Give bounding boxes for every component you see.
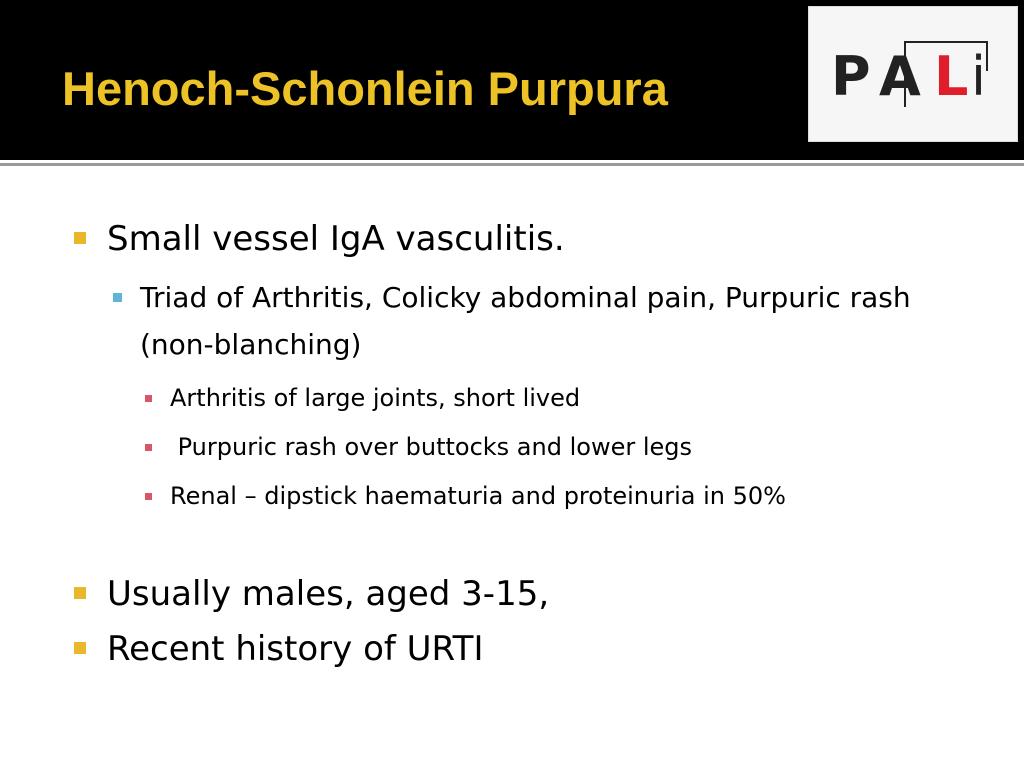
bullet-text: Purpuric rash over buttocks and lower legs xyxy=(170,433,692,461)
square-bullet-icon xyxy=(74,642,86,654)
logo-letter-p: P xyxy=(831,45,871,108)
bullet-item-level3 xyxy=(170,432,692,462)
square-bullet-icon xyxy=(145,444,152,451)
square-bullet-icon xyxy=(74,232,86,244)
bullet-text: Arthritis of large joints, short lived xyxy=(170,384,581,412)
square-bullet-icon xyxy=(145,395,152,402)
logo-letter-a: A xyxy=(879,45,921,108)
bullet-item-level1 xyxy=(107,573,549,615)
bullet-text: Small vessel IgA vasculitis. xyxy=(107,219,565,259)
square-bullet-icon xyxy=(145,493,152,500)
bullet-text: Renal – dipstick haematuria and proteinuria in 50% xyxy=(170,482,786,510)
logo-letter-l: L xyxy=(934,45,969,108)
logo-letter-i: i xyxy=(971,45,987,108)
bullet-item-level2 xyxy=(140,274,980,368)
bullet-text: Triad of Arthritis, Colicky abdominal pain, Purpuric rash (non-blanching) xyxy=(140,281,911,361)
bullet-item-level1 xyxy=(107,628,483,670)
bullet-text: Recent history of URTI xyxy=(107,629,484,669)
square-bullet-icon xyxy=(74,587,86,599)
bullet-text: Usually males, aged 3-15, xyxy=(107,574,550,614)
bullet-item-level1 xyxy=(107,218,565,260)
bullet-item-level3 xyxy=(170,481,786,511)
square-bullet-icon xyxy=(113,293,122,302)
slide-title: Henoch-Schonlein Purpura xyxy=(62,62,668,115)
bullet-item-level3 xyxy=(170,383,580,413)
